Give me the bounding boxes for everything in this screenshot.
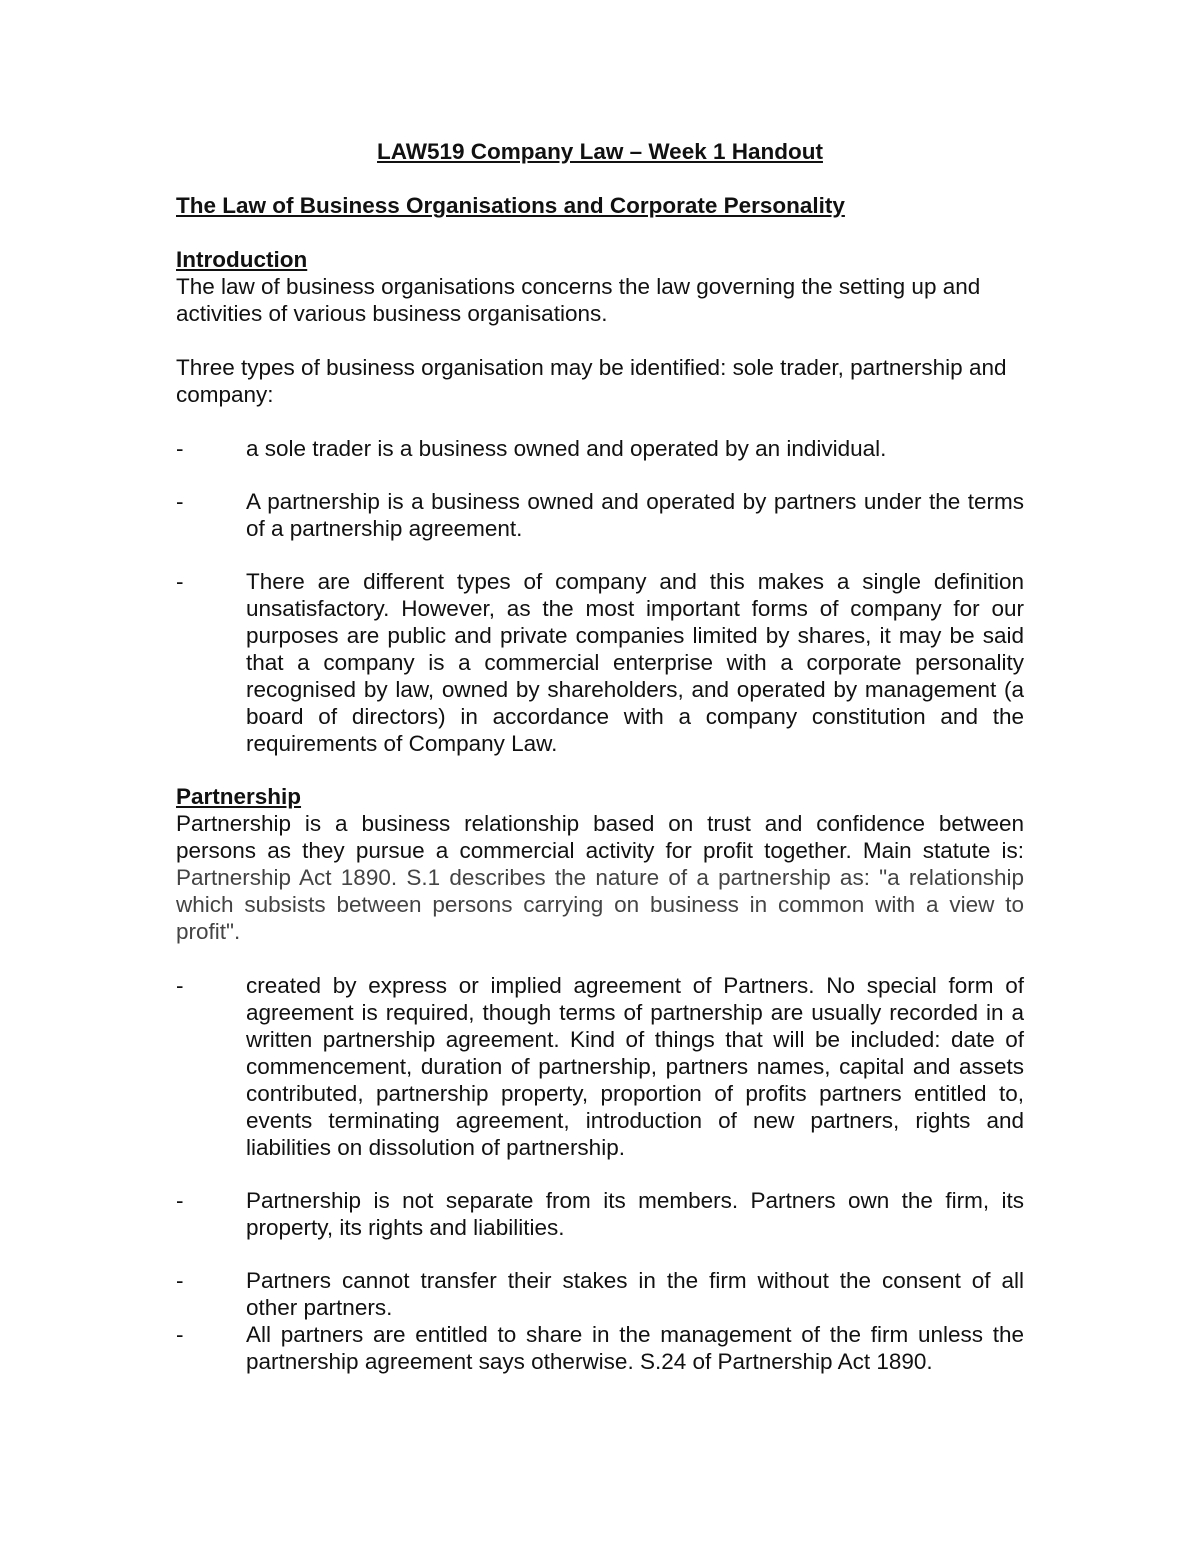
bullet-dash: - [176, 1188, 184, 1213]
partnership-bullet-list [176, 972, 1024, 1375]
handout-page [176, 138, 1024, 1389]
introduction-heading: Introduction [176, 247, 308, 272]
list-item [176, 568, 1024, 757]
list-item-text: created by express or implied agreement of Partners. No special form of agreement is required, though terms of partnership are usually recorded in a written partnership agreement. Kind of things that will be included: date of commencement, duration of partnership, partners names, capital and assets contributed, partnership property, proportion of profits partners entitled to, events terminating agreement, introduction of new partners, rights and liabilities on dissolution of partnership. [246, 973, 1024, 1160]
list-item [176, 972, 1024, 1161]
bullet-dash: - [176, 1268, 184, 1293]
list-item-text: a sole trader is a business owned and operated by an individual. [246, 436, 887, 461]
introduction-bullet-list [176, 435, 1024, 757]
bullet-dash: - [176, 489, 184, 514]
partnership-act-quote: Partnership Act 1890. S.1 describes the nature of a partnership as: "a relationship which subsists between persons carrying on business in common with a view to profit". [176, 865, 1024, 944]
list-item [176, 1187, 1024, 1241]
bullet-dash: - [176, 973, 184, 998]
bullet-dash: - [176, 436, 184, 461]
document-subtitle: The Law of Business Organisations and Corporate Personality [176, 193, 845, 218]
partnership-paragraph [176, 810, 1024, 945]
bullet-dash: - [176, 569, 184, 594]
introduction-paragraph: The law of business organisations concerns the law governing the setting up and activities of various business organisations. [176, 274, 981, 326]
list-item [176, 435, 1024, 462]
list-item-text: There are different types of company and this makes a single definition unsatisfactory. However, as the most important forms of company for our purposes are public and private companies limited by shares, it may be said that a company is a commercial enterprise with a corporate personality recognised by law, owned by shareholders, and operated by management (a board of directors) in accordance with a company constitution and the requirements of Company Law. [246, 569, 1024, 756]
list-item-text: Partners cannot transfer their stakes in the firm without the consent of all other partners. [246, 1268, 1024, 1320]
list-item [176, 488, 1024, 542]
list-item [176, 1267, 1024, 1321]
list-item-text: All partners are entitled to share in the management of the firm unless the partnership agreement says otherwise. S.24 of Partnership Act 1890. [246, 1322, 1024, 1374]
types-paragraph: Three types of business organisation may be identified: sole trader, partnership and company: [176, 355, 1007, 407]
document-title: LAW519 Company Law – Week 1 Handout [377, 139, 823, 164]
bullet-dash: - [176, 1322, 184, 1347]
list-item-text: A partnership is a business owned and operated by partners under the terms of a partnership agreement. [246, 489, 1024, 541]
list-item-text: Partnership is not separate from its members. Partners own the firm, its property, its rights and liabilities. [246, 1188, 1024, 1240]
partnership-heading: Partnership [176, 784, 302, 809]
list-item [176, 1321, 1024, 1375]
partnership-intro-text: Partnership is a business relationship based on trust and confidence between persons as they pursue a commercial activity for profit together. Main statute is: [176, 811, 1024, 863]
